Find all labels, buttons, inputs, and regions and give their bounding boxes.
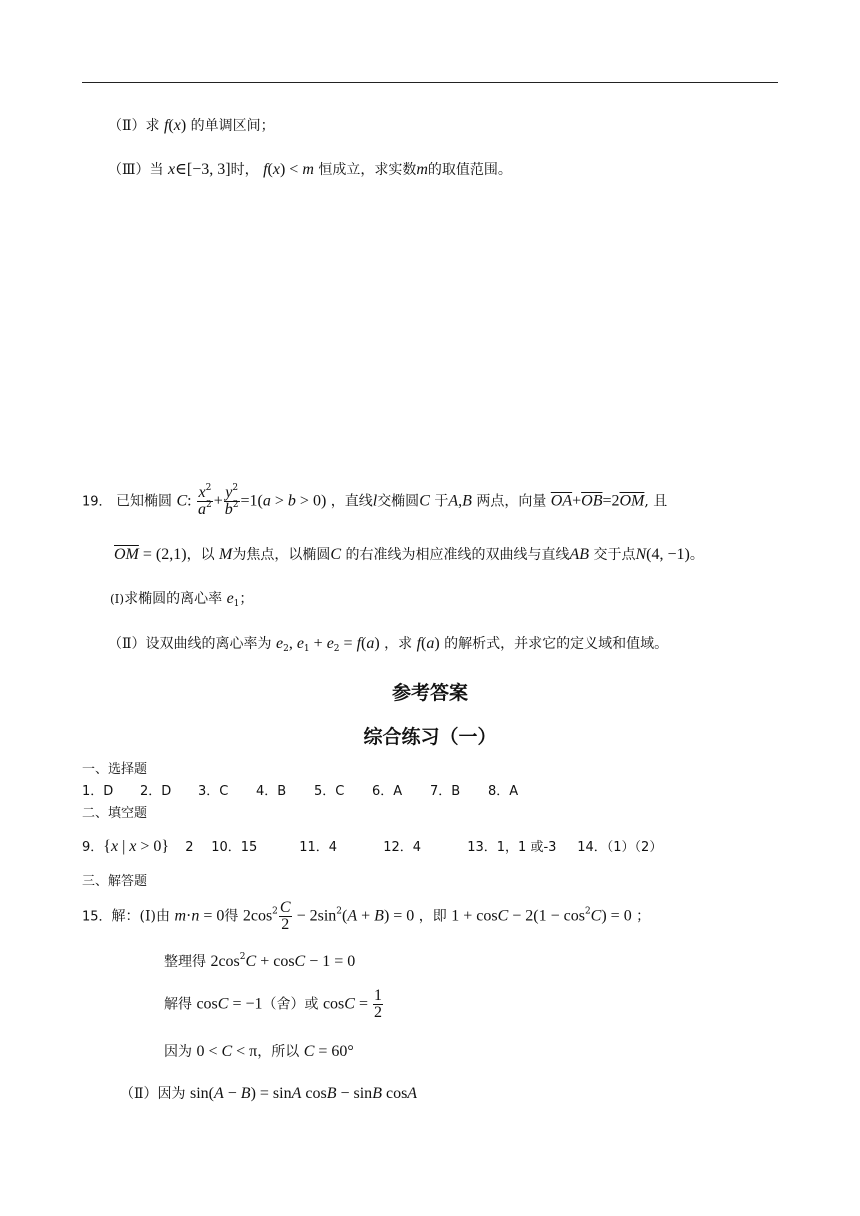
section-solve: 三、解答题 — [82, 874, 148, 889]
choice-7: 7．B — [430, 784, 461, 799]
q19-line1: 19． 已知椭圆 C: $\frac{x^2}{a^2}$ + $\frac{y^2}{b^2}$ =1(a > b > 0) ，直线l交椭圆C 于A,B 两点，向量 $\overline{OA}+\overline{OB}=2\overline{OM}$, 且 — [82, 483, 668, 518]
choice-6: 6．A — [372, 784, 403, 799]
s15-line4: 因为 0 < C < π，所以 C = 60° — [164, 1043, 354, 1060]
q18-part2: （Ⅱ）求 f(x) 的单调区间； — [108, 117, 275, 134]
choice-answers — [82, 782, 518, 802]
choice-3: 3．C — [198, 784, 229, 799]
choice-5: 5．C — [314, 784, 345, 799]
q18-part3: （Ⅲ）当 x∈[−3, 3]时， f(x) < m 恒成立，求实数m的取值范围。 — [108, 161, 512, 178]
answers-subtitle: 综合练习（一） — [363, 726, 497, 748]
s15-line3: 解得 cosC = −1（舍）或 cosC = $\frac{1}{2}$ — [164, 987, 382, 1021]
choice-4: 4．B — [256, 784, 287, 799]
fill-answers: 9．{x | x > 0} 2 10．15 11．4 12．4 13．1，1 或-3 14．（1）（2） — [82, 838, 663, 855]
s15-line2: 整理得 $2\cos^2C + \cos C - 1 = 0$ — [164, 952, 356, 970]
q19-part1: (Ⅰ)求椭圆的离心率 $e_1$； — [110, 590, 254, 609]
section-fill: 二、填空题 — [82, 806, 148, 821]
section-choice: 一、选择题 — [82, 762, 148, 777]
header-rule — [82, 82, 778, 83]
q19-line2: $\overline{OM} = (2,1)$，以 M为焦点，以椭圆C 的右准线为相应准线的双曲线与直线AB 交于点N(4, −1)。 — [114, 546, 704, 563]
q19-part2: （Ⅱ）设双曲线的离心率为 $e_2$, $e_1 + e_2 = f(a)$ ，求 f(a) 的解析式，并求它的定义域和值域。 — [108, 635, 669, 654]
s15-line1: 15．解：(Ⅰ)由 m·n = 0得 $2\cos^2$ $\frac{C}{2}$ − $2\sin^2(A + B) = 0$ ，即 $1 + \cos C - 2(1 - \cos^2C) = 0$ ； — [82, 899, 651, 933]
s15-part2: （Ⅱ）因为 sin(A − B) = sinA cosB − sinB cosA — [120, 1085, 418, 1102]
choice-2: 2．D — [140, 784, 172, 799]
choice-1: 1．D — [82, 784, 114, 799]
answers-title: 参考答案 — [391, 682, 468, 704]
choice-8: 8．A — [488, 784, 519, 799]
